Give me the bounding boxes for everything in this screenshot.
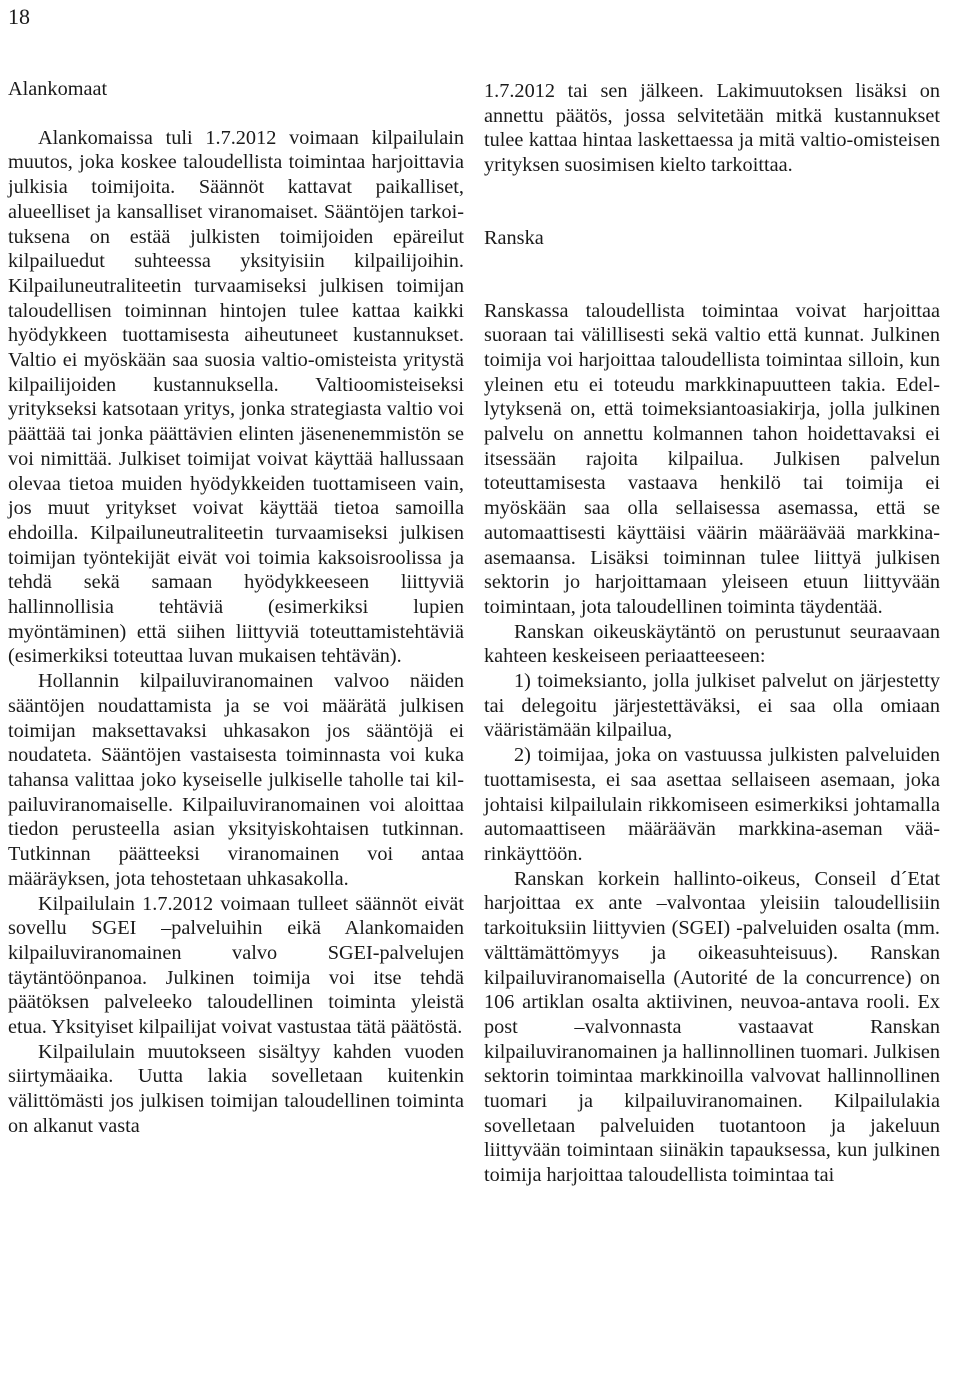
paragraph: Kilpailulain 1.7.2012 voimaan tulleet säännöt eivät sovellu SGEI –palveluihin eikä Alankomaiden kilpailuviranomainen valvo SGEI-palvelujen täytäntöönpanoa. Julkinen toimija voi itse tehdä päätöksen palveleeko taloudellinen toiminta yleistä etua. Yksityiset kilpailijat voivat vastustaa tätä päätöstä. xyxy=(8,892,464,1039)
paragraph: Alankomaissa tuli 1.7.2012 voimaan kilpailulain muutos, joka koskee taloudellista toimintaa harjoittavia julkisia toimijoita. Säännöt kattavat paikalliset, alueelliset ja kansalliset viranomaiset. Sääntöjen tarkoituksena on estää julkisten toimijoiden epäreilut kilpailuedut suhteessa yksityisiin kilpailijoihin. Kilpailuneutraliteetin turvaamiseksi julkisen toimijan taloudellisen toiminnan hintojen tulee kattaa kaikki hyödykkeen tuottamisesta aiheutuneet kustannukset. Valtio ei myöskään saa suosia valtio-omisteista yritystä kilpailijoiden kustannuksella. Valtioomisteiseksi yritykseksi katsotaan yritys, jonka strategiasta valtio voi päättää tai jonka päättävien elinten jäsenenemmistön se voi nimittää. Julkiset toimijat voivat käyttää hallussaan olevaa tietoa muiden hyödykkeiden tuottamiseen vain, jos muut yritykset voivat käyttää tietoa samoilla ehdoilla. Kilpailuneutraliteetin turvaamiseksi julkisen toimijan työntekijät eivät voi toimia kaksoisroolissa ja tehdä sekä samaan hyödykkeeseen liittyviä hallinnollisia tehtäviä (esimerkiksi lupien myöntäminen) että siihen liittyviä toteuttamistehtäviä (esimerkiksi toteuttaa luvan mukaisen tehtävän). xyxy=(8,126,464,668)
section-heading-france: Ranska xyxy=(484,226,544,249)
paragraph-continued: 1.7.2012 tai sen jälkeen. Lakimuutoksen lisäksi on annettu päätös, jossa selvitetään mitkä kustannukset tulee kattaa hintaa laskettaessa ja mitä valtio-omisteisen yrityksen suosimisen kielto tarkoittaa. xyxy=(484,80,940,177)
page-number: 18 xyxy=(8,4,30,29)
list-item: 1) toimeksianto, jolla julkiset palvelut on järjestetty tai delegoitu järjestettäväksi, ei saa olla omiaan vääristämään kilpailua, xyxy=(484,670,940,742)
right-column xyxy=(484,79,940,1188)
paragraph: Ranskan korkein hallinto-oikeus, Conseil d´Etat harjoittaa ex ante –valvontaa yleisiin taloudellisiin tarkoituksiin liittyvien (SGEI) -palveluiden osalta (mm. välttämättömyys ja oikeasuhteisuus). Ranskan kilpailuviranomaisella (Autorité de la concurrence) on 106 artiklan osalta aktiivinen, neuvoa-antava rooli. Ex post –valvonnasta vastaavat Ranskan kilpailuviranomainen ja hallinnollinen tuomari. Julkisen sektorin toimintaa markkinoilla valvovat hallinnollinen tuomari ja kilpailuviranomainen. Kilpailulakia sovelletaan palveluiden tuotantoon ja jakeluun liittyvään toimintaan siinäkin tapauksessa, kun julkinen toimija harjoittaa taloudellista toimintaa tai xyxy=(484,867,940,1187)
paragraph: Ranskan oikeuskäytäntö on perustunut seuraavaan kahteen keskeiseen periaatteeseen: xyxy=(484,620,940,668)
paragraph: Hollannin kilpailuviranomainen valvoo näiden sääntöjen noudattamista ja se voi määrätä julkisen toimijan maksettavaksi uhkasakon jos sääntöjä ei noudateta. Sääntöjen vastaisesta toiminnasta voi kuka tahansa valittaa joko kyseiselle julkiselle taholle tai kilpailuviranomaiselle. Kilpailuviranomainen voi aloittaa tiedon perusteella asian yksityiskohtaisen tutkinnan. Tutkinnan päätteeksi viranomainen voi antaa määräyksen, jota tehostetaan uhkasakolla. xyxy=(8,670,464,890)
list-item: 2) toimijaa, joka on vastuussa julkisten palveluiden tuottamisesta, ei saa asettaa sellaiseen asemaan, joka johtaisi kilpailulain rikkomiseen esimerkiksi johtamalla automaattiseen määräävän markkina-aseman väärinkäyttöön. xyxy=(484,744,940,865)
section-heading-netherlands: Alankomaat xyxy=(8,78,108,100)
paragraph: Ranskassa taloudellista toimintaa voivat harjoittaa suoraan tai välillisesti sekä valtio että kunnat. Julkinen toimija voi harjoittaa taloudellista toimintaa silloin, kun yleinen etu ei toteudu markkinapuutteen takia. Edellytyksenä on, että toimeksiantoasiakirja, jolla julkinen palvelu on annettu kolmannen tahon hoidettavaksi ei itsessään rajoita kilpailua. Julkisen palvelun toteuttamisesta vastaava henkilö tai toimija ei myöskään saa olla sellaisessa asemassa, että se automaattisesti käyttäisi väärin määräävää markkinaasemaansa. Lisäksi toiminnan tulee liittyä julkisen sektorin jo harjoittamaan yleiseen etuun liittyvään toimintaan, jota taloudellinen toiminta täydentää. xyxy=(484,299,940,618)
paragraph: Kilpailulain muutokseen sisältyy kahden vuoden siirtymäaika. Uutta lakia sovelletaan kuitenkin välittömästi jos julkisen toimijan taloudellinen toiminta on alkanut vasta xyxy=(8,1040,464,1137)
left-column xyxy=(8,77,464,1139)
